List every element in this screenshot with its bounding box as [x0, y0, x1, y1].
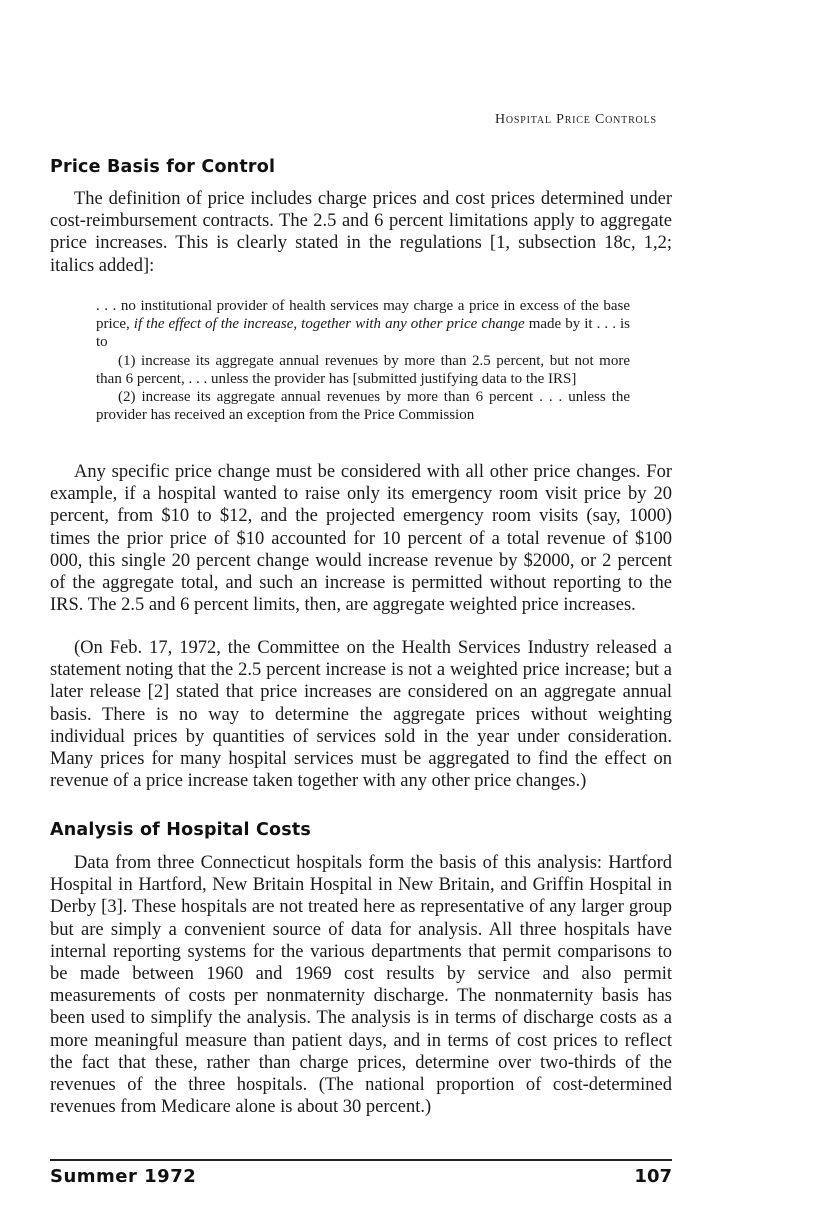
- section-heading-analysis: Analysis of Hospital Costs: [50, 820, 312, 840]
- quote-text: . . . no institutional provider of health services may charge a price in excess of the base price,: [96, 298, 630, 333]
- block-quote: [96, 297, 630, 424]
- running-head: Hospital Price Controls: [495, 112, 657, 127]
- page-number: 107: [634, 1166, 672, 1187]
- paragraph: The definition of price includes charge prices and cost prices determined under cost-reimbursement contracts. The 2.5 and 6 percent limitations apply to aggregate price increases. This is clearly stated in the regulations [1, subsection 18c, 1,2; italics added]:: [50, 189, 672, 276]
- footer-rule: [50, 1159, 672, 1161]
- quote-item-2: (2) increase its aggregate annual revenues by more than 6 percent . . . unless the provider has received an exception from the Price Commission: [96, 389, 630, 424]
- paragraph: Any specific price change must be considered with all other price changes. For example, if a hospital wanted to raise only its emergency room visit price by 20 percent, from $10 to $12, and the projected emergency room visits (say, 1000) times the prior price of $10 accounted for 10 percent of a total revenue of $100 000, this single 20 percent change would increase revenue by $2000, or 2 percent of the aggregate total, and such an increase is permitted without reporting to the IRS. The 2.5 and 6 percent limits, then, are aggregate weighted price increases.: [50, 462, 672, 616]
- section-heading-price-basis: Price Basis for Control: [50, 157, 276, 177]
- quote-italic-text: if the effect of the increase, together with any other price change: [133, 316, 525, 333]
- quote-item-1: (1) increase its aggregate annual revenues by more than 2.5 percent, but not more than 6 percent, . . . unless the provider has [submitted justifying data to the IRS]: [96, 352, 630, 387]
- paragraph: Data from three Connecticut hospitals form the basis of this analysis: Hartford Hospital in Hartford, New Britain Hospital in New Britain, and Griffin Hospital in Derby [3]. These hospitals are not treated here as representative of any larger group but are simply a convenient source of data for analysis. All three hospitals have internal reporting systems for the various departments that permit comparisons to be made between 1960 and 1969 cost results by service and also permit measurements of costs per nonmaternity discharge. The nonmaternity basis has been used to simplify the analysis. The analysis is in terms of discharge costs as a more meaningful measure than patient days, and in terms of cost prices to reflect the fact that these, rather than charge prices, determine over two-thirds of the revenues of the three hospitals. (The national proportion of cost-determined revenues from Medicare alone is about 30 percent.): [50, 853, 672, 1118]
- quote-text: made by it . . . is to: [96, 316, 631, 351]
- quote-intro: [96, 297, 630, 352]
- footer-issue: Summer 1972: [50, 1166, 197, 1187]
- paragraph: (On Feb. 17, 1972, the Committee on the Health Services Industry released a statement noting that the 2.5 percent increase is not a weighted price increase; but a later release [2] stated that price increases are considered on an aggregate annual basis. There is no way to determine the aggregate prices without weighting individual prices by quantities of services sold in the year under consideration. Many prices for many hospital services must be aggregated to find the effect on revenue of a price increase taken together with any other price changes.): [50, 638, 672, 792]
